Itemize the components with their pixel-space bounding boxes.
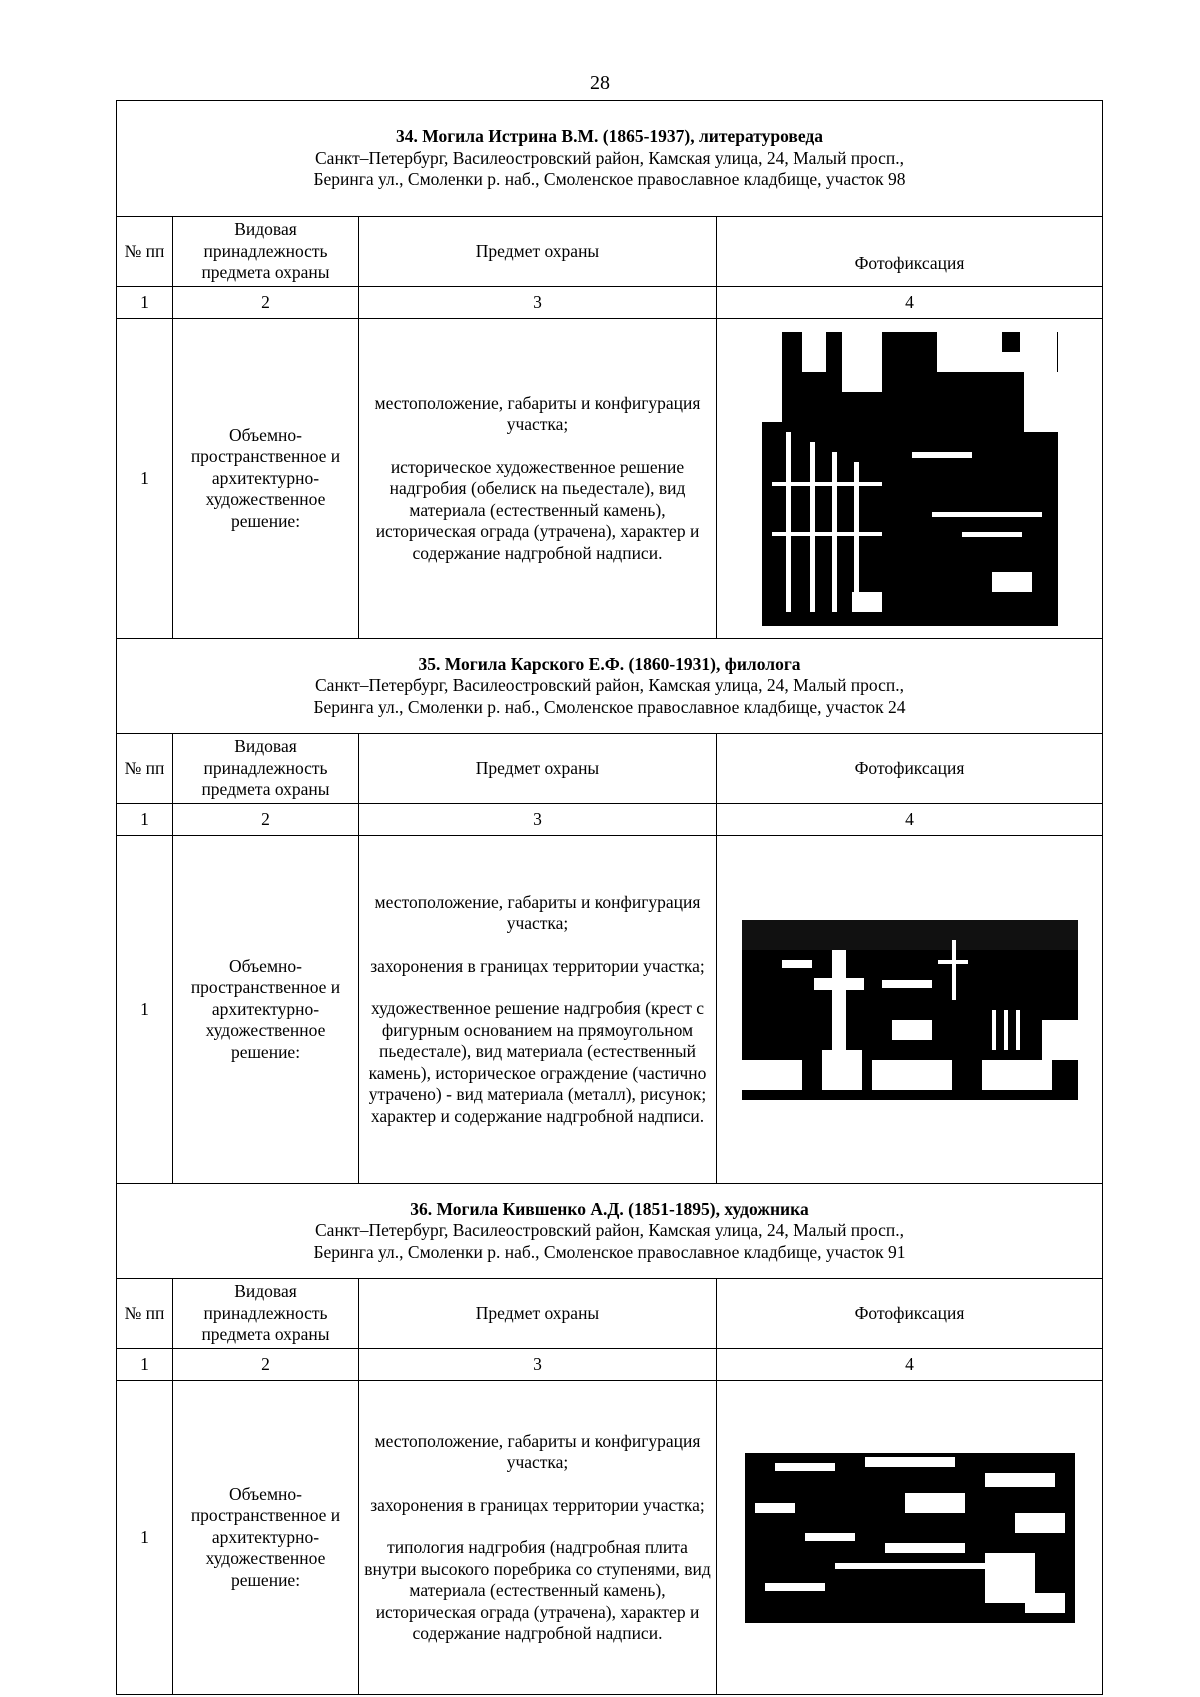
- column-number: 4: [717, 287, 1103, 319]
- subject-paragraph: художественное решение надгробия (крест с фигурным основанием на прямоугольном пьедестале), вид материала (естественный камень), историческое ограждение (частично утрачено) - вид материала (металл), рисунок;: [368, 998, 707, 1105]
- header-subject: Предмет охраны: [359, 217, 717, 287]
- header-type: Видовая принадлежность предмета охраны: [173, 734, 359, 804]
- object-type: Объемно-пространственное и архитектурно-художественное решение:: [173, 836, 359, 1184]
- column-number: 3: [359, 287, 717, 319]
- grave-photo-slab: [745, 1453, 1075, 1623]
- column-number: 2: [173, 804, 359, 836]
- subject-paragraph: захоронения в границах территории участка;: [370, 1494, 705, 1515]
- grave-photo-cross: [742, 920, 1078, 1100]
- subject-paragraph: историческое художественное решение надгробия (обелиск на пьедестале), вид материала (естественный камень), историческая ограда (утрачена), характер и содержание надгробной надписи.: [375, 456, 700, 563]
- header-photo: Фотофиксация: [717, 217, 1103, 287]
- subject-paragraph: типология надгробия (надгробная плита внутри высокого поребрика со ступенями, вид материала (естественный камень), историческая ограда (утрачена), характер и содержание надгробной надписи.: [364, 1537, 711, 1643]
- subject-paragraph: характер и содержание надгробной надписи.: [370, 1105, 705, 1126]
- column-number: 1: [117, 287, 173, 319]
- photo-cell: [717, 1381, 1103, 1695]
- section-address-line: Санкт–Петербург, Василеостровский район, Камская улица, 24, Малый просп.,: [315, 675, 904, 696]
- row-number: 1: [117, 1381, 173, 1695]
- protection-subject: [359, 1381, 717, 1695]
- protection-subject: [359, 836, 717, 1184]
- column-number: 4: [717, 1349, 1103, 1381]
- header-num: № пп: [117, 217, 173, 287]
- column-number: 2: [173, 287, 359, 319]
- grave-photo-obelisk: [762, 332, 1058, 626]
- photo-cell: [717, 836, 1103, 1184]
- heritage-table: [116, 100, 1103, 1695]
- object-type: Объемно-пространственное и архитектурно-художественное решение:: [173, 319, 359, 639]
- header-num: № пп: [117, 1279, 173, 1349]
- section-header: [117, 639, 1103, 734]
- header-subject: Предмет охраны: [359, 1279, 717, 1349]
- section-address-line: Санкт–Петербург, Василеостровский район, Камская улица, 24, Малый просп.,: [315, 1220, 904, 1241]
- section-address-line: Беринга ул., Смоленки р. наб., Смоленское православное кладбище, участок 98: [313, 169, 906, 190]
- subject-paragraph: местоположение, габариты и конфигурация участка;: [374, 891, 701, 934]
- header-subject: Предмет охраны: [359, 734, 717, 804]
- section-title: 34. Могила Истрина В.М. (1865-1937), литературоведа: [395, 126, 824, 147]
- section-header: [117, 101, 1103, 217]
- header-num: № пп: [117, 734, 173, 804]
- row-number: 1: [117, 836, 173, 1184]
- section-title: 36. Могила Кившенко А.Д. (1851-1895), художника: [410, 1198, 809, 1219]
- row-number: 1: [117, 319, 173, 639]
- section-address-line: Санкт–Петербург, Василеостровский район, Камская улица, 24, Малый просп.,: [315, 147, 904, 168]
- subject-paragraph: захоронения в границах территории участка;: [370, 955, 705, 976]
- section-header: [117, 1184, 1103, 1279]
- column-number: 3: [359, 804, 717, 836]
- object-type: Объемно-пространственное и архитектурно-художественное решение:: [173, 1381, 359, 1695]
- section-title: 35. Могила Карского Е.Ф. (1860-1931), филолога: [418, 653, 801, 674]
- subject-paragraph: местоположение, габариты и конфигурация участка;: [374, 392, 701, 435]
- page-number: 28: [590, 72, 610, 94]
- column-number: 1: [117, 804, 173, 836]
- section-address-line: Беринга ул., Смоленки р. наб., Смоленское православное кладбище, участок 24: [313, 696, 906, 717]
- photo-cell: [717, 319, 1103, 639]
- column-number: 2: [173, 1349, 359, 1381]
- column-number: 4: [717, 804, 1103, 836]
- header-photo: Фотофиксация: [717, 1279, 1103, 1349]
- protection-subject: [359, 319, 717, 639]
- header-photo: Фотофиксация: [717, 734, 1103, 804]
- column-number: 3: [359, 1349, 717, 1381]
- header-type: Видовая принадлежность предмета охраны: [173, 1279, 359, 1349]
- subject-paragraph: местоположение, габариты и конфигурация участка;: [374, 1430, 701, 1472]
- header-type: Видовая принадлежность предмета охраны: [173, 217, 359, 287]
- section-address-line: Беринга ул., Смоленки р. наб., Смоленское православное кладбище, участок 91: [313, 1241, 906, 1262]
- column-number: 1: [117, 1349, 173, 1381]
